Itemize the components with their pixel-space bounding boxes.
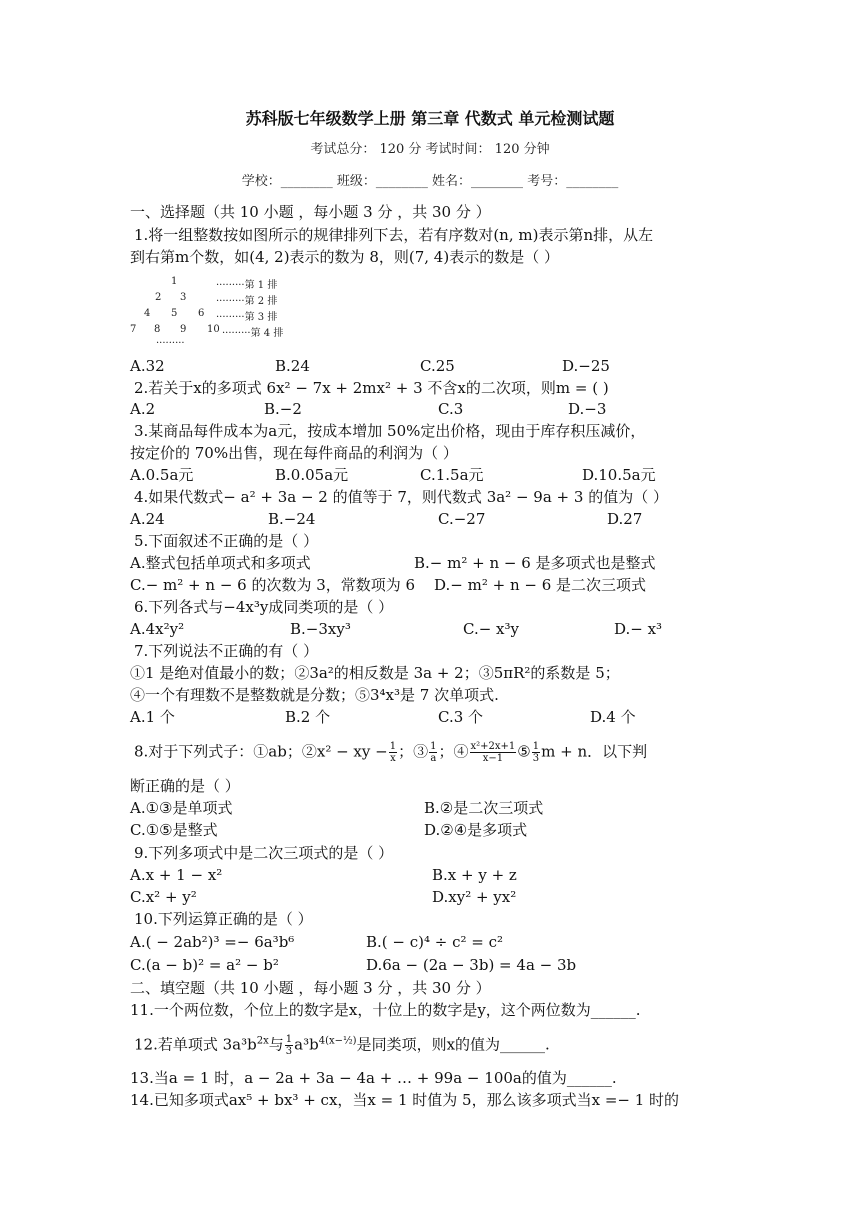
q8-sep: ⑤ <box>517 742 531 761</box>
fig-row-label: ·········第 4 排 <box>222 328 284 339</box>
q1-line1: 1.将一组整数按如图所示的规律排列下去，若有序数对(n, m)表示第n排，从左 <box>134 226 654 244</box>
fig-row-label: ·········第 3 排 <box>216 312 278 323</box>
fig-num: 7 <box>130 324 137 335</box>
q3-option-a: A.0.5a元 <box>130 466 194 484</box>
q3-option-d: D.10.5a元 <box>582 466 656 484</box>
q8-suffix: m + n．以下判 <box>541 742 648 761</box>
q8-f3-num: x²+2x+1 <box>470 741 516 752</box>
q4-option-a: A.24 <box>130 510 165 528</box>
q6-option-c: C.− x³y <box>463 620 519 638</box>
q2-option-b: B.−2 <box>264 400 302 418</box>
q4-option-c: C.−27 <box>438 510 486 528</box>
q10-text: 10.下列运算正确的是（ ） <box>134 910 313 928</box>
fig-num: 6 <box>198 308 205 319</box>
q8-sep: ；④ <box>438 742 469 761</box>
section-heading-fill: 二、填空题（共 10 小题 ，每小题 3 分 ，共 30 分 ） <box>130 979 491 997</box>
q1-option-c: C.25 <box>420 357 455 375</box>
q10-option-b: B.( − c)⁴ ÷ c² = c² <box>366 933 504 951</box>
q5-option-d: D.− m² + n − 6 是二次三项式 <box>434 576 647 594</box>
q9-option-a: A.x + 1 − x² <box>130 866 223 884</box>
q11-text: 11.一个两位数，个位上的数字是x，十位上的数字是y，这个两位数为______. <box>130 1001 641 1019</box>
q9-option-c: C.x² + y² <box>130 888 197 906</box>
q9-option-d: D.xy² + yx² <box>432 888 517 906</box>
q6-option-b: B.−3xy³ <box>290 620 351 638</box>
q8-fraction-3 <box>470 741 517 764</box>
fig-num: 9 <box>180 324 187 335</box>
q12-f-num: 1 <box>285 1034 293 1045</box>
fig-num: 1 <box>171 276 178 287</box>
q8-prefix: 8.对于下列式子：①ab；②x² − xy − <box>134 742 388 761</box>
fig-num: 3 <box>180 292 187 303</box>
q2-option-a: A.2 <box>130 400 156 418</box>
q8-f2-num: 1 <box>430 741 437 752</box>
q14-text: 14.已知多项式ax⁵ + bx³ + cx，当x = 1 时值为 5，那么该多项式当x =− 1 时的 <box>130 1091 680 1109</box>
q12-text <box>134 1034 550 1057</box>
q12-exponent-1: 2x <box>256 1035 269 1047</box>
q5-text: 5.下面叙述不正确的是（ ） <box>134 532 319 550</box>
q12-mid: 与 <box>268 1035 284 1054</box>
exam-info: 考试总分： 120 分 考试时间： 120 分钟 <box>310 142 550 157</box>
q4-option-b: B.−24 <box>268 510 316 528</box>
q8-sep: ；③ <box>398 742 429 761</box>
q3-option-b: B.0.05a元 <box>275 466 349 484</box>
q12-prefix: 12.若单项式 3a³b <box>134 1035 257 1054</box>
q10-option-a: A.( − 2ab²)³ =− 6a³b⁶ <box>130 933 295 951</box>
q5-option-b: B.− m² + n − 6 是多项式也是整式 <box>414 554 656 572</box>
q12-fraction <box>285 1034 293 1057</box>
q6-option-d: D.− x³ <box>614 620 663 638</box>
fig-row-label: ·········第 1 排 <box>216 280 278 291</box>
q8-line2: 断正确的是（ ） <box>130 777 240 795</box>
fig-num: 10 <box>207 324 220 335</box>
student-fields: 学校：________ 班级：________ 姓名：________ 考号：________ <box>241 174 619 189</box>
q8-f4-num: 1 <box>532 741 540 752</box>
q7-text: 7.下列说法不正确的有（ ） <box>134 642 319 660</box>
q7-option-d: D.4 个 <box>590 708 636 726</box>
q1-option-d: D.−25 <box>562 357 610 375</box>
q8-fraction-1 <box>389 741 397 764</box>
q10-option-d: D.6a − (2a − 3b) = 4a − 3b <box>366 956 577 974</box>
fig-row-label: ·········第 2 排 <box>216 296 278 307</box>
q1-option-a: A.32 <box>130 357 165 375</box>
q6-option-a: A.4x²y² <box>130 620 185 638</box>
q8-option-a: A.①③是单项式 <box>130 799 233 817</box>
q10-option-c: C.(a − b)² = a² − b² <box>130 956 279 974</box>
q13-text: 13.当a = 1 时，a − 2a + 3a − 4a + … + 99a − 100a的值为______. <box>130 1069 617 1087</box>
q2-option-c: C.3 <box>438 400 464 418</box>
q12-f-den: 3 <box>285 1046 293 1057</box>
section-heading-choice: 一、选择题（共 10 小题 ，每小题 3 分 ，共 30 分 ） <box>130 203 491 221</box>
q8-fraction-2 <box>429 741 437 764</box>
q5-option-c: C.− m² + n − 6 的次数为 3，常数项为 6 <box>130 576 416 594</box>
q4-option-d: D.27 <box>607 510 643 528</box>
number-triangle-figure <box>130 272 310 350</box>
q9-option-b: B.x + y + z <box>432 866 517 884</box>
q3-option-c: C.1.5a元 <box>420 466 484 484</box>
q8-option-b: B.②是二次三项式 <box>424 799 544 817</box>
fig-continuation-dots: ········· <box>156 338 185 349</box>
q3-line1: 3.某商品每件成本为a元，按成本增加 50%定出价格，现由于库存积压减价， <box>134 422 646 440</box>
q7-option-c: C.3 个 <box>438 708 484 726</box>
q7-statements-1: ①1 是绝对值最小的数；②3a²的相反数是 3a + 2；③5πR²的系数是 5； <box>130 664 620 682</box>
q8-option-c: C.①⑤是整式 <box>130 821 218 839</box>
exam-title: 苏科版七年级数学上册 第三章 代数式 单元检测试题 <box>245 109 615 128</box>
fig-num: 2 <box>155 292 162 303</box>
fig-num: 4 <box>144 308 151 319</box>
q1-line2: 到右第m个数，如(4, 2)表示的数为 8，则(7, 4)表示的数是（ ） <box>130 248 559 266</box>
q7-option-a: A.1 个 <box>130 708 175 726</box>
q2-text: 2.若关于x的多项式 6x² − 7x + 2mx² + 3 不含x的二次项，则m = ( ) <box>134 379 609 397</box>
q8-option-d: D.②④是多项式 <box>424 821 528 839</box>
q8-fraction-4 <box>532 741 540 764</box>
q9-text: 9.下列多项式中是二次三项式的是（ ） <box>134 844 394 862</box>
q6-text: 6.下列各式与−4x³y成同类项的是（ ） <box>134 598 394 616</box>
q5-option-a: A.整式包括单项式和多项式 <box>130 554 311 572</box>
fig-num: 8 <box>154 324 161 335</box>
q3-line2: 按定价的 70%出售，现在每件商品的利润为（ ） <box>130 444 458 462</box>
q12-suffix: 是同类项，则x的值为______. <box>356 1035 550 1054</box>
q2-option-d: D.−3 <box>568 400 607 418</box>
q12-exponent-2: 4(x−½) <box>318 1035 357 1047</box>
q4-text: 4.如果代数式− a² + 3a − 2 的值等于 7，则代数式 3a² − 9a + 3 的值为（ ） <box>134 488 668 506</box>
q8-f1-den: x <box>390 753 396 764</box>
q8-f4-den: 3 <box>532 753 540 764</box>
q7-option-b: B.2 个 <box>285 708 331 726</box>
q1-option-b: B.24 <box>275 357 310 375</box>
fig-num: 5 <box>171 308 178 319</box>
q7-statements-2: ④一个有理数不是整数就是分数；⑤3⁴x³是 7 次单项式. <box>130 686 499 704</box>
q8-f2-den: a <box>430 753 437 764</box>
q8-text <box>134 741 647 764</box>
q8-f1-num: 1 <box>389 741 397 752</box>
q12-mid2: a³b <box>294 1035 319 1054</box>
q8-f3-den: x−1 <box>482 753 504 764</box>
